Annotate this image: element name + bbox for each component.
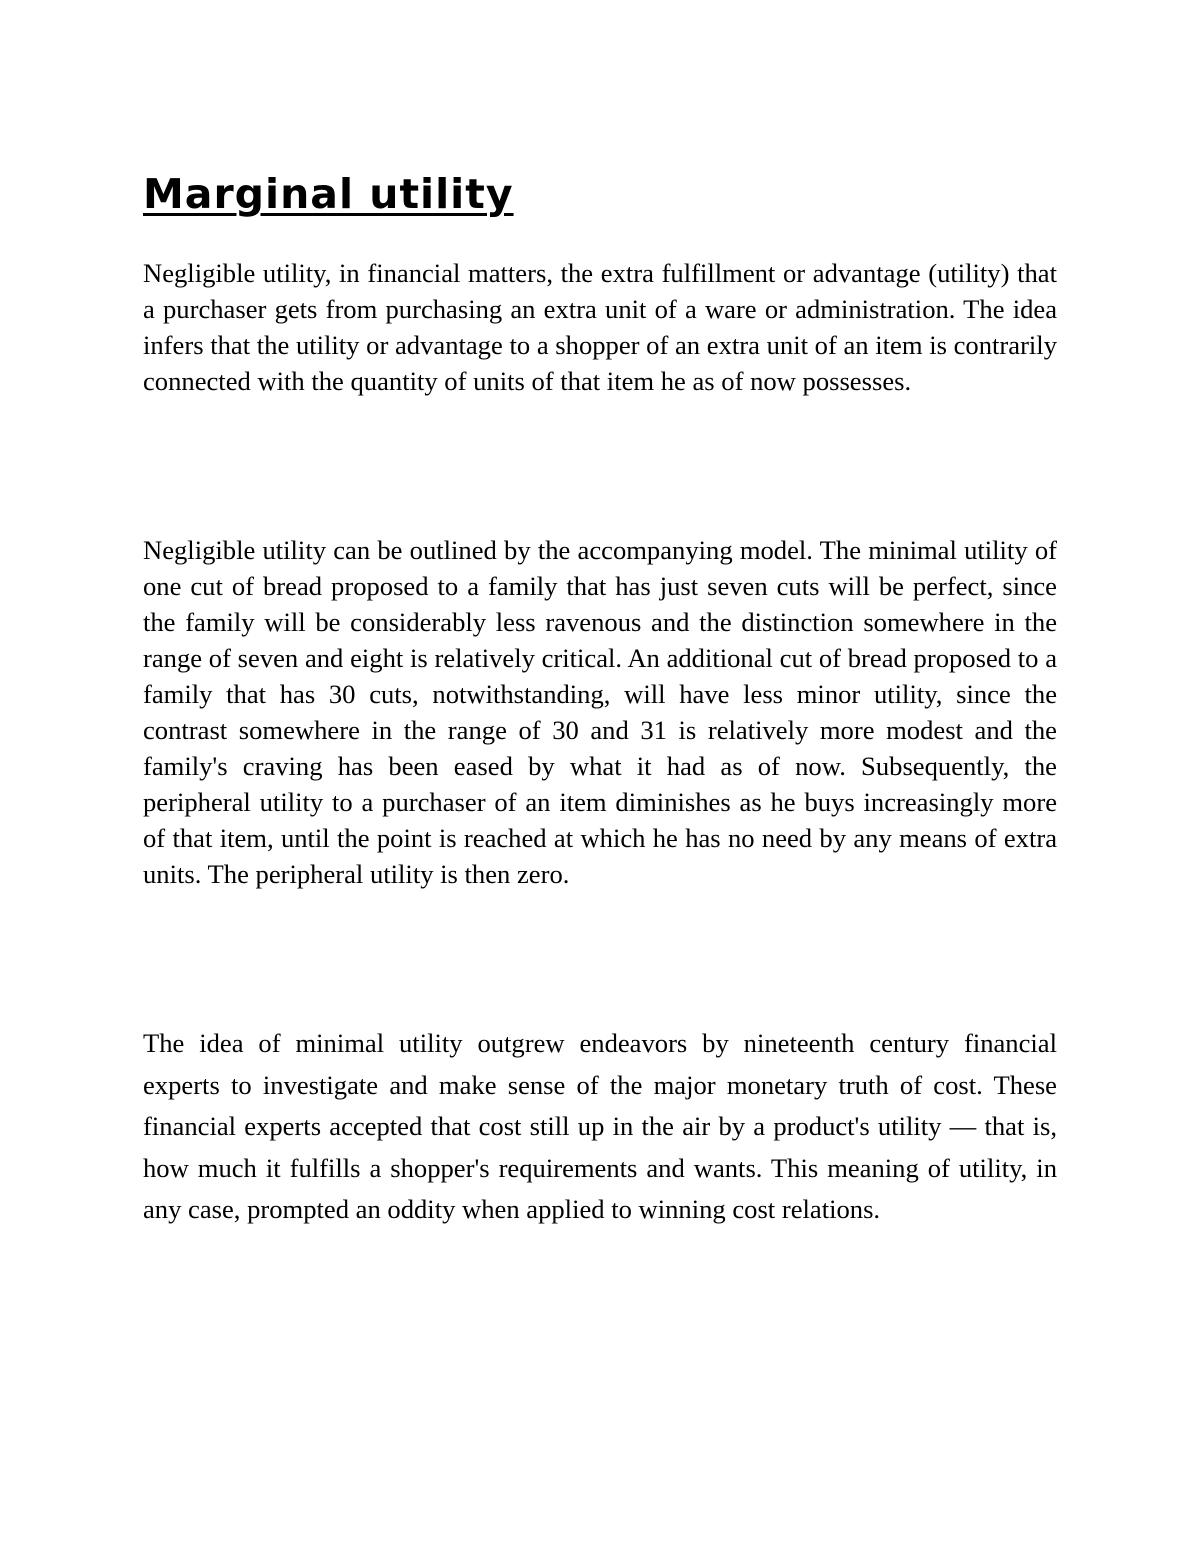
paragraph-3: The idea of minimal utility outgrew endeavors by nineteenth century financial experts to investigate and make sense of the major monetary truth of cost. These financial experts accepted that cost still up in the air by a product's utility — that is, how much it fulfills a shopper's requirements and wants. This meaning of utility, in any case, prompted an oddity when applied to winning cost relations. <box>143 1028 1057 1224</box>
paragraph-1: Negligible utility, in financial matters, the extra fulfillment or advantage (utility) that a purchaser gets from purchasing an extra unit of a ware or administration. The idea infers that the utility or advantage to a shopper of an extra unit of an item is contrarily connected with the quantity of units of that item he as of now possesses. <box>143 258 1057 396</box>
document-title: Marginal utility <box>143 170 514 218</box>
paragraph-2: Negligible utility can be outlined by the accompanying model. The minimal utility of one cut of bread proposed to a family that has just seven cuts will be perfect, since the family will be considerably less ravenous and the distinction somewhere in the range of seven and eight is relatively critical. An additional cut of bread proposed to a family that has 30 cuts, notwithstanding, will have less minor utility, since the contrast somewhere in the range of 30 and 31 is relatively more modest and the family's craving has been eased by what it had as of now. Subsequently, the peripheral utility to a purchaser of an item diminishes as he buys increasingly more of that item, until the point is reached at which he has no need by any means of extra units. The peripheral utility is then zero. <box>143 535 1057 889</box>
